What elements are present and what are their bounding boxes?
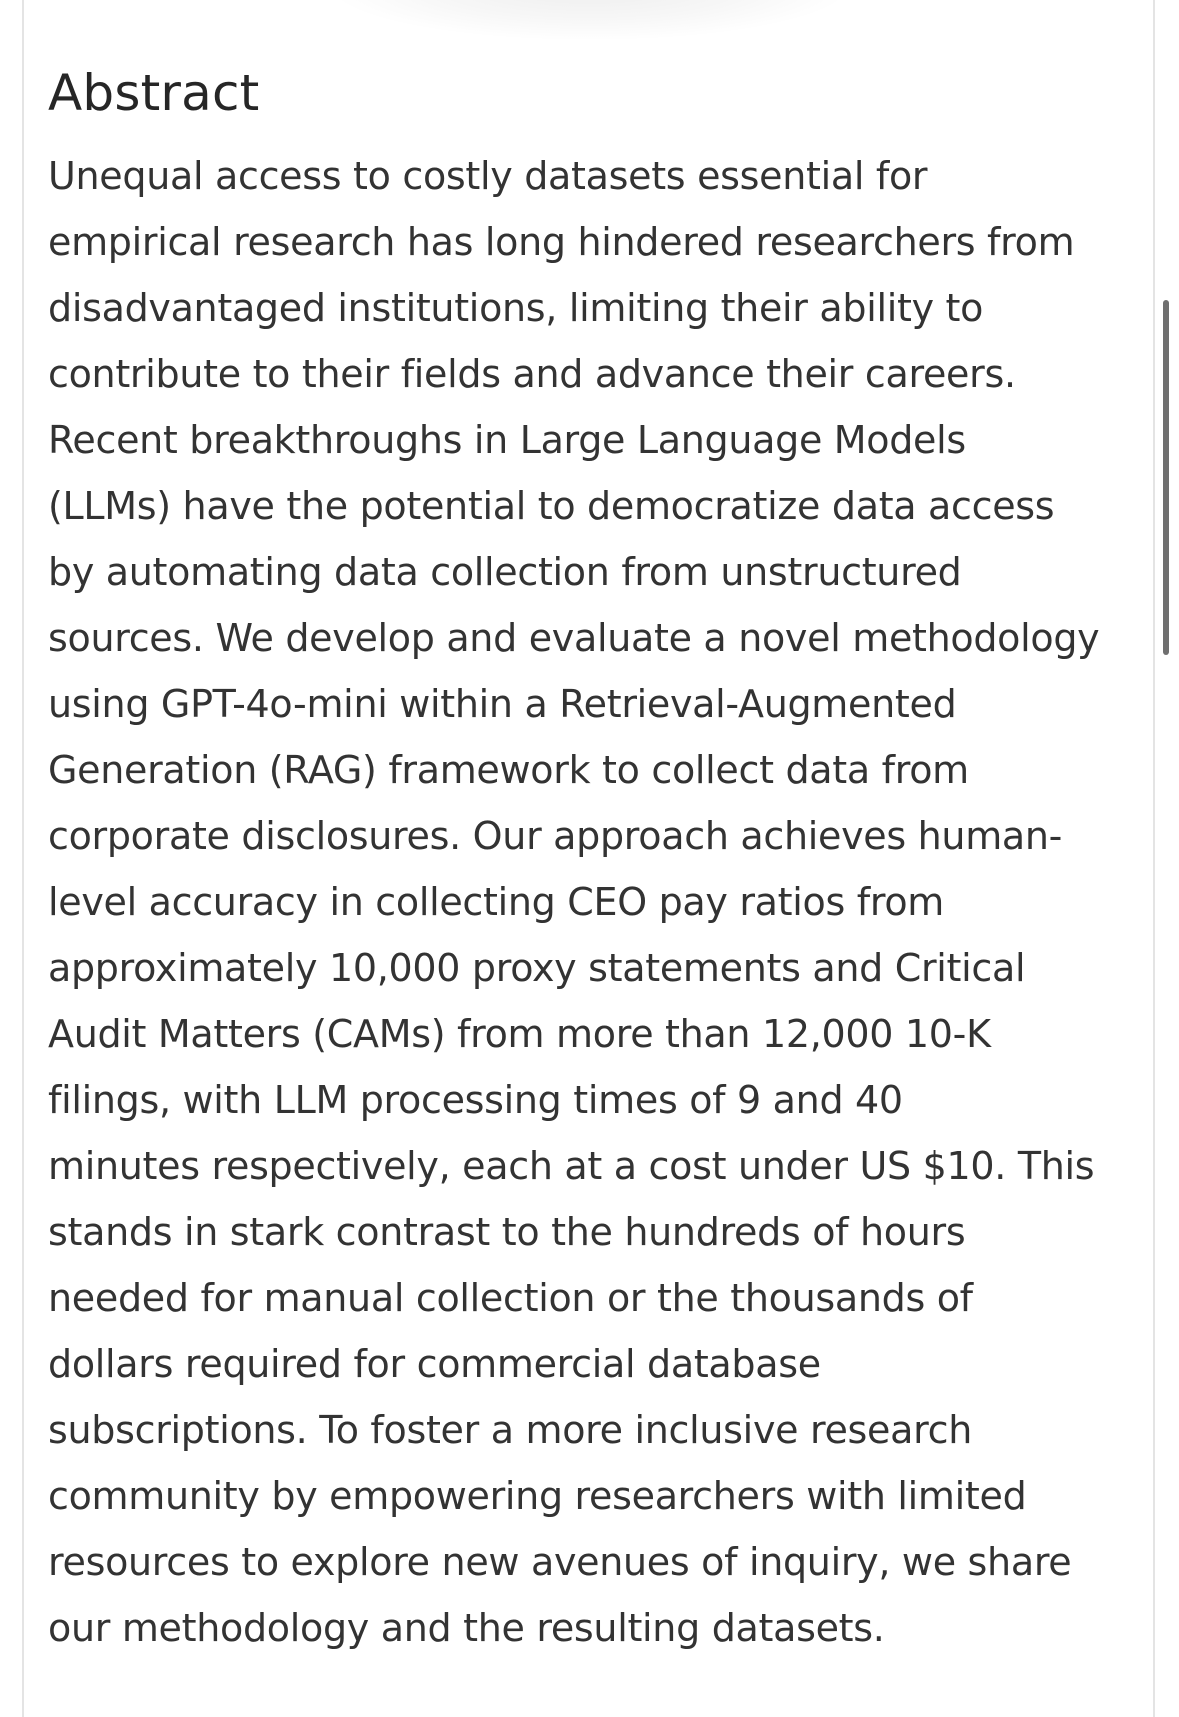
abstract-line: stands in stark contrast to the hundreds of hours: [48, 1210, 966, 1254]
abstract-line: level accuracy in collecting CEO pay ratios from: [48, 880, 944, 924]
abstract-line: sources. We develop and evaluate a novel methodology: [48, 616, 1100, 660]
abstract-line: (LLMs) have the potential to democratize data access: [48, 484, 1055, 528]
abstract-line: minutes respectively, each at a cost under US $10. This: [48, 1144, 1095, 1188]
abstract-line: Audit Matters (CAMs) from more than 12,000 10-K: [48, 1012, 991, 1056]
abstract-line: corporate disclosures. Our approach achieves human-: [48, 814, 1063, 858]
content-frame-left-border: [22, 0, 24, 1717]
abstract-line: our methodology and the resulting datasets.: [48, 1606, 885, 1650]
abstract-section: [48, 55, 1138, 1661]
abstract-line: approximately 10,000 proxy statements and Critical: [48, 946, 1026, 990]
abstract-line: using GPT-4o-mini within a Retrieval-Augmented: [48, 682, 957, 726]
content-frame-right-border: [1153, 0, 1155, 1717]
abstract-line: needed for manual collection or the thousands of: [48, 1276, 973, 1320]
abstract-text: [48, 143, 1138, 1661]
abstract-line: subscriptions. To foster a more inclusive research: [48, 1408, 972, 1452]
scrollbar-thumb[interactable]: [1163, 300, 1169, 655]
abstract-line: empirical research has long hindered researchers from: [48, 220, 1075, 264]
abstract-line: Generation (RAG) framework to collect data from: [48, 748, 969, 792]
abstract-line: community by empowering researchers with limited: [48, 1474, 1027, 1518]
bottom-fade: [48, 1700, 1138, 1717]
abstract-line: filings, with LLM processing times of 9 and 40: [48, 1078, 903, 1122]
abstract-line: contribute to their fields and advance their careers.: [48, 352, 1016, 396]
top-shadow: [330, 0, 850, 40]
abstract-line: Recent breakthroughs in Large Language Models: [48, 418, 966, 462]
abstract-line: disadvantaged institutions, limiting their ability to: [48, 286, 984, 330]
abstract-line: Unequal access to costly datasets essential for: [48, 154, 928, 198]
abstract-heading: Abstract: [48, 64, 260, 122]
abstract-line: by automating data collection from unstructured: [48, 550, 962, 594]
abstract-line: resources to explore new avenues of inquiry, we share: [48, 1540, 1072, 1584]
abstract-line: dollars required for commercial database: [48, 1342, 821, 1386]
